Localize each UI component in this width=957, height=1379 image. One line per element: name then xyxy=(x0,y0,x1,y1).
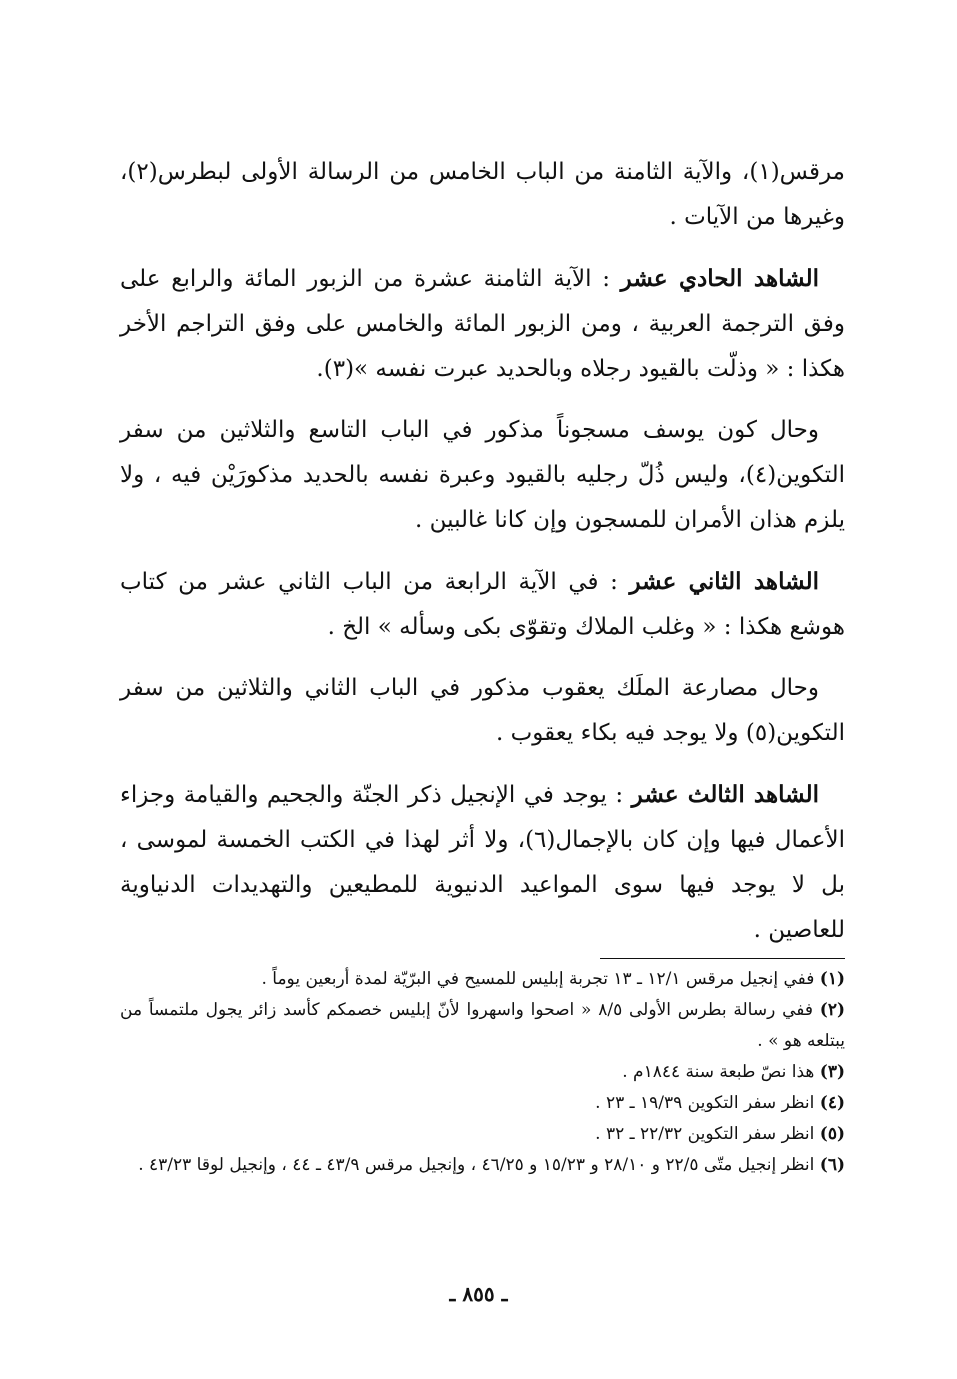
footnote xyxy=(120,1088,845,1119)
paragraph-text: : الآية الثامنة عشرة من الزبور المائة والرابع على وفق الترجمة العربية ، ومن الزبور المائة والخامس على وفق التراجم الأخر هكذا : « وذلّت بالقيود رجلاه وبالحديد عبرت نفسه »(٣). xyxy=(120,266,845,382)
footnote-number: (٦) xyxy=(819,1155,845,1175)
footnote-number: (٤) xyxy=(819,1093,845,1113)
footnote-divider xyxy=(600,958,845,959)
footnote-text: ففي رسالة بطرس الأولى ٨/٥ « اصحوا واسهروا لأنّ إبليس خصمكم كأسد زائر يجول ملتمساً من يبتلعه هو » . xyxy=(120,1000,845,1051)
paragraph xyxy=(120,772,845,953)
footnote-number: (١) xyxy=(819,969,845,989)
footnote-number: (٥) xyxy=(819,1124,845,1144)
footnotes xyxy=(120,964,845,1181)
paragraph xyxy=(120,666,845,756)
footnote-text: انظر سفر التكوين ٢٢/٣٢ ـ ٣٢ . xyxy=(595,1124,815,1144)
paragraph-text: وحال مصارعة الملَك يعقوب مذكور في الباب الثاني والثلاثين من سفر التكوين(٥) ولا يوجد فيه بكاء يعقوب . xyxy=(120,675,845,746)
main-text xyxy=(120,150,845,969)
footnote-text: انظر سفر التكوين ١٩/٣٩ ـ ٢٣ . xyxy=(595,1093,815,1113)
paragraph-text: : في الآية الرابعة من الباب الثاني عشر من كتاب هوشع هكذا : « وغلب الملاك وتقوّى بكى وسأله » الخ . xyxy=(120,569,845,640)
footnote xyxy=(120,1119,845,1150)
footnote-text: انظر إنجيل متّى ٢٢/٥ و ٢٨/١٠ و ١٥/٢٣ و ٤٦/٢٥ ، وإنجيل مرقس ٤٣/٩ ـ ٤٤ ، وإنجيل لوقا ٤٣/٢٣ . xyxy=(138,1155,815,1175)
paragraph xyxy=(120,256,845,392)
footnote xyxy=(120,1150,845,1181)
paragraph xyxy=(120,150,845,240)
footnote xyxy=(120,1057,845,1088)
footnote xyxy=(120,995,845,1057)
paragraph-text: وحال كون يوسف مسجوناً مذكور في الباب التاسع والثلاثين من سفر التكوين(٤)، وليس ذُلّ رجليه بالقيود وعبرة نفسه بالحديد مذكورَيْن فيه ، ولا يلزم هذان الأمران للمسجون وإن كانا غالبين . xyxy=(120,417,845,533)
paragraph-text: : يوجد في الإنجيل ذكر الجنّة والجحيم والقيامة وجزاء الأعمال فيها وإن كان بالإجمال(٦)، ولا أثر لهذا في الكتب الخمسة لموسى ، بل لا يوجد فيها سوى المواعيد الدنيوية للمطيعين والتهديدات الدنياوية للعاصين . xyxy=(120,782,845,943)
footnote-text: هذا نصّ طبعة سنة ١٨٤٤م . xyxy=(622,1062,815,1082)
paragraph xyxy=(120,559,845,650)
paragraph xyxy=(120,408,845,543)
paragraph-text: مرقس(١)، والآية الثامنة من الباب الخامس من الرسالة الأولى لبطرس(٢)، وغيرها من الآيات . xyxy=(120,159,845,230)
page-number: ـ ٨٥٥ ـ xyxy=(449,1282,508,1306)
witness-heading: الشاهد الثالث عشر xyxy=(631,781,820,808)
witness-heading: الشاهد الثاني عشر xyxy=(629,568,819,595)
footnote-number: (٢) xyxy=(819,1000,846,1020)
footnote-number: (٣) xyxy=(819,1062,845,1082)
footnote xyxy=(120,964,845,995)
witness-heading: الشاهد الحادي عشر xyxy=(620,265,820,292)
footnote-text: ففي إنجيل مرقس ١٢/١ ـ ١٣ تجربة إبليس للمسيح في البرّيّة لمدة أربعين يوماً . xyxy=(261,969,815,989)
